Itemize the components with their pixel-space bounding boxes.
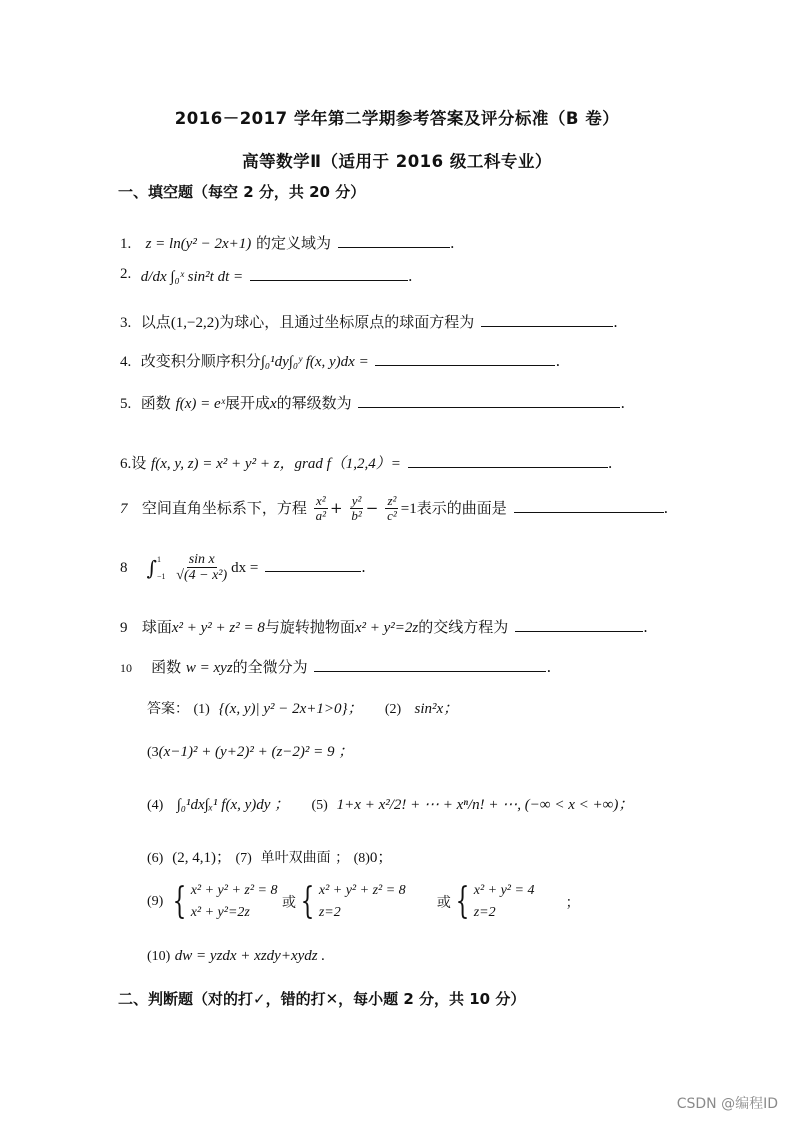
period: . [663,498,669,517]
answer-4-5 [147,793,633,814]
formula: d/dx ∫₀ˣ sin²t dt = [140,269,244,285]
equation: x² + y² + z² = 8 [318,883,406,898]
answer-number: (4) [147,798,164,813]
answer-label: 答案： [147,701,189,717]
question-number: 7 [120,500,128,517]
formula: z = ln(y² − 2x+1) [145,236,252,252]
integral-sign: ∫ [146,555,157,580]
answer-blank[interactable] [514,498,664,513]
answer-9 [147,880,580,924]
answer-number: (6) [147,851,164,866]
answer-number: (9) [147,894,164,909]
question-text: 函数 [140,394,171,412]
semicolon: ； [565,895,580,911]
answer-number: (7) [235,851,252,866]
question-text: 表示的曲面是 [416,498,507,517]
period: . [607,454,613,472]
answer-text: 1+x + x²/2! + ⋯ + xⁿ/n! + ⋯, (−∞ < x < +∞)； [336,797,634,813]
question-number: 5. [120,396,132,412]
answer-blank[interactable] [481,312,613,327]
answer-1-2 [147,697,458,718]
equation-system-1 [191,880,278,924]
question-text: 的全微分为 [232,658,308,676]
question-text: 改变积分顺序积分 [140,352,261,370]
question-8: 8 ∫ 1 −1 $\frac{\text{sin x}}{\text{√(4 − x²)}}$ dx = . [120,552,366,584]
left-brace: { [455,881,470,922]
question-text: 的定义域为 [256,234,332,252]
question-text: 的交线方程为 [418,618,509,636]
question-2 [120,266,413,286]
equation: z=2 [473,905,496,920]
answer-text: 0； [369,850,393,866]
question-number: 6. [120,456,132,472]
fraction-y: $\frac{\text{y²}}{\text{b²}}$ [351,493,362,524]
answer-blank[interactable] [250,266,408,281]
answer-number: (2) [384,702,402,717]
answer-blank[interactable] [314,657,546,672]
answer-text: dw = yzdx + xzdy+xydz . [174,948,326,964]
equation: x² + y² + z² = 8 [190,883,278,898]
period: . [620,394,626,412]
answer-number: (8) [353,851,370,866]
fraction-x: $\frac{\text{x²}}{\text{a²}}$ [315,493,327,524]
answer-number: (3 [147,745,159,760]
period: . [449,234,455,252]
question-number: 8 [120,559,128,576]
variable: x [269,396,277,412]
answer-blank[interactable] [515,617,643,632]
left-brace: { [172,881,187,922]
question-4 [120,350,560,371]
answer-blank[interactable] [265,557,361,572]
section-true-false: 二、判断题（对的打✓，错的打✕，每小题 2 分，共 10 分） [118,990,526,1008]
question-text: 函数 [151,658,182,676]
question-6 [120,452,612,473]
equation-system-2 [319,880,406,924]
question-10 [120,656,551,677]
formula: w = xyz [185,660,233,676]
watermark: CSDN @编程ID [676,1096,778,1112]
question-number: 10 [120,661,132,675]
answer-text: ∫₀¹dx∫ₓ¹ f(x, y)dy ； [176,797,290,813]
answer-blank[interactable] [375,351,555,366]
equation: x² + y²=2z [190,905,250,920]
question-5 [120,392,625,413]
or-text: 或 [436,895,451,911]
formula: f(x, y, z) = x² + y² + z，grad f（1,2,4）= [151,456,401,472]
question-3 [120,311,618,332]
answer-3 [147,740,353,761]
period: . [361,557,366,576]
question-9 [120,616,648,637]
integral-limits: 1 −1 [157,554,166,581]
answer-number: (1) [193,702,210,717]
doc-title: 2016－2017 学年第二学期参考答案及评分标准（B 卷） [174,109,620,128]
sphere-equation: x² + y² + z² = 8 [171,620,265,636]
question-number: 4. [120,354,132,370]
question-text: 球面 [141,618,172,636]
answer-text: (x−1)² + (y+2)² + (z−2)² = 9 ； [158,744,354,760]
question-number: 9 [120,620,128,636]
question-text: 设 [131,454,147,472]
question-text: 为球心，且通过坐标原点的球面方程为 [219,313,475,331]
answer-text: sin²x； [414,701,459,717]
doc-subtitle: 高等数学Ⅱ（适用于 2016 级工科专业） [242,152,552,171]
fraction-z: $\frac{\text{z²}}{\text{c²}}$ [387,493,397,524]
question-text: 展开成 [224,394,270,412]
question-number: 2. [120,266,132,282]
period: . [555,352,561,370]
answer-number: (5) [311,798,328,813]
formula: f(x) = eˣ [175,396,225,412]
answer-text: (2, 4,1)； [172,850,231,866]
equation: z=2 [318,905,341,920]
period: . [407,267,413,285]
question-7: 7 空间直角坐标系下，方程 $\frac{\text{x²}}{\text{a²}}$ + $\frac{\text{y²}}{\text{b²}}$ − $\frac{\text{z²}}{\text{c²}}$ =1表示的曲面是 . [120,493,669,524]
answer-number: (10) [147,949,171,964]
answer-blank[interactable] [338,233,450,248]
period: . [546,658,552,676]
or-text: 或 [281,895,296,911]
equation-system-3 [474,880,535,924]
point: (1,−2,2) [170,315,220,331]
question-text: 与旋转抛物面 [264,618,355,636]
equation: x² + y² = 4 [473,883,535,898]
answer-10 [147,948,325,965]
answer-text: {(x, y)| y² − 2x+1>0}； [218,701,363,717]
question-text: 的幂级数为 [276,394,352,412]
paraboloid-equation: x² + y²=2z [354,620,419,636]
answer-blank[interactable] [408,453,608,468]
period: . [613,313,618,331]
question-text: 空间直角坐标系下，方程 [141,498,307,517]
left-brace: { [300,881,315,922]
question-number: 1. [120,236,132,252]
formula: ∫₀¹dy∫₀ʸ f(x, y)dx = [260,354,369,370]
answer-6-8 [147,846,392,867]
question-number: 3. [120,315,132,331]
answer-blank[interactable] [358,393,620,408]
question-text: 以点 [140,313,171,331]
integrand-fraction: $\frac{\text{sin x}}{\text{√(4 − x²)}}$ [176,552,228,584]
period: . [643,618,648,636]
question-1 [120,232,455,253]
section-fill-blanks: 一、填空题（每空 2 分，共 20 分） [118,183,366,201]
answer-text: 单叶双曲面 ； [260,850,350,866]
